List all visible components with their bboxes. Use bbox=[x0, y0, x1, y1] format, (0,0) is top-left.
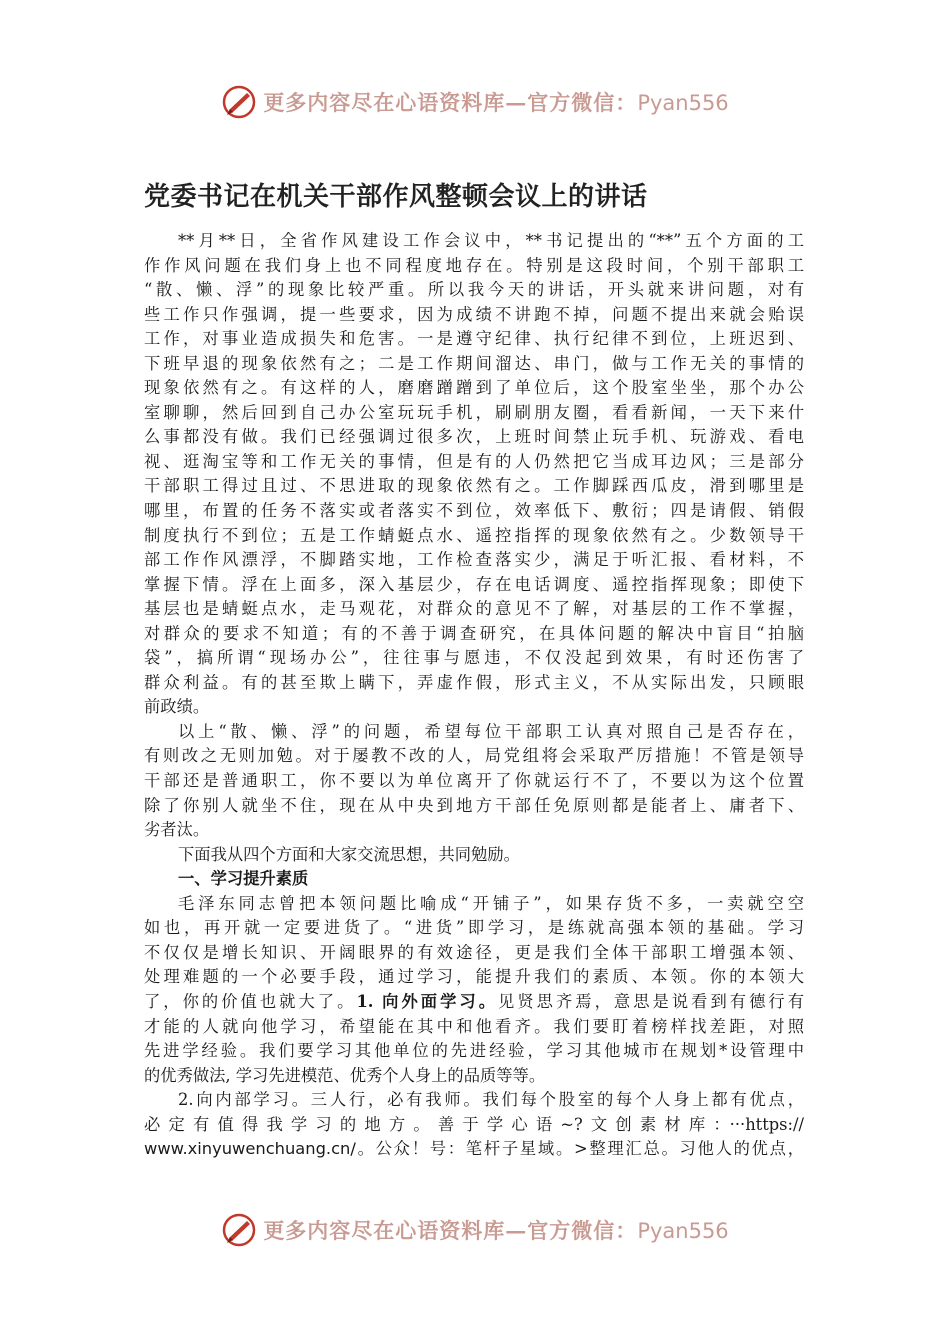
pen-logo-icon bbox=[221, 1212, 257, 1248]
text-segment: 了，你的价值也就大了。 bbox=[144, 991, 357, 1011]
text-line: 掌握下情。浮在上面多，深入基层少，存在电话调度、遥控指挥现象；即使下 bbox=[144, 574, 804, 594]
text-segment: 。公众！号：笔杆子星域。>整理汇总。习他人的优点， bbox=[355, 1139, 804, 1159]
text-line: 毛泽东同志曾把本领问题比喻成“开铺子”，如果存货不多，一卖就空空 bbox=[178, 893, 804, 913]
text-line: 才能的人就向他学习，希望能在其中和他看齐。我们要盯着榜样找差距，对照 bbox=[144, 1016, 804, 1036]
text-line: 先进学经验。我们要学习其他单位的先进经验，学习其他城市在规划*设管理中 bbox=[144, 1041, 804, 1061]
text-line: 干部还是普通职工，你不要以为单位离开了你就运行不了，不要以为这个位置 bbox=[144, 771, 804, 791]
text-line: **月**日，全省作风建设工作会议中，**书记提出的“**”五个方面的工 bbox=[178, 231, 804, 250]
wechat-id: Pyan556 bbox=[637, 1219, 729, 1243]
website-url: www.xinyuwenchuang.cn/ bbox=[144, 1139, 356, 1159]
text-segment: 见贤思齐焉，意思是说看到有德行有 bbox=[498, 991, 804, 1011]
text-line: 前政绩。 bbox=[144, 697, 210, 717]
text-line: 作作风问题在我们身上也不同程度地存在。特别是这段时间，个别干部职工 bbox=[144, 255, 804, 275]
text-line: 以上“散、懒、浮”的问题，希望每位干部职工认真对照自己是否存在， bbox=[178, 721, 804, 741]
subheading-inline: 1. 向外面学习。 bbox=[356, 991, 499, 1011]
text-line: 下面我从四个方面和大家交流思想，共同勉励。 bbox=[178, 844, 520, 864]
section-heading: 一、学习提升素质 bbox=[178, 869, 309, 889]
text-line: 么事都没有做。我们已经强调过很多次，上班时间禁止玩手机、玩游戏、看电 bbox=[144, 427, 804, 447]
banner-text: 更多内容尽在心语资料库—官方微信：Pyan556 bbox=[263, 1218, 729, 1243]
text-line: 基层也是蜻蜓点水，走马观花，对群众的意见不了解，对基层的工作不掌握， bbox=[144, 599, 804, 619]
text-line: 室聊聊，然后回到自己办公室玩玩手机，刷刷朋友圈，看看新闻，一天下来什 bbox=[144, 402, 804, 422]
text-line: 制度执行不到位；五是工作蜻蜓点水、遥控指挥的现象依然有之。少数领导干 bbox=[144, 525, 804, 545]
text-line: 如也，再开就一定要进货了。“进货”即学习，是练就高强本领的基础。学习 bbox=[144, 918, 804, 938]
text-line: 哪里，布置的任务不落实或者落实不到位，效率低下、敷衍；四是请假、销假 bbox=[144, 501, 804, 521]
footer-watermark-banner bbox=[0, 1208, 950, 1252]
text-line: 有则改之无则加勉。对于屡教不改的人，局党组将会采取严厉措施！不管是领导 bbox=[144, 746, 804, 766]
text-line: 除了你别人就坐不住，现在从中央到地方干部任免原则都是能者上、庸者下、 bbox=[144, 795, 804, 815]
text-line: 下班早退的现象依然有之；二是工作期间溜达、串门，做与工作无关的事情的 bbox=[144, 353, 804, 373]
text-line bbox=[144, 1137, 804, 1162]
header-watermark-banner bbox=[0, 80, 950, 124]
text-line: 的优秀做法, 学习先进模范、优秀个人身上的品质等等。 bbox=[144, 1065, 546, 1085]
text-line: 处理难题的一个必要手段，通过学习，能提升我们的素质、本领。你的本领大 bbox=[144, 967, 804, 987]
pen-logo-icon bbox=[221, 84, 257, 120]
text-line: 袋”，搞所谓“现场办公”，往往事与愿违，不仅没起到效果，有时还伤害了 bbox=[144, 648, 804, 668]
text-line: 不仅仅是增长知识、开阔眼界的有效途径，更是我们全体干部职工增强本领、 bbox=[144, 942, 804, 962]
text-line: 劣者汰。 bbox=[144, 820, 210, 840]
banner-text: 更多内容尽在心语资料库—官方微信：Pyan556 bbox=[263, 90, 729, 115]
text-line: 对群众的要求不知道；有的不善于调查研究，在具体问题的解决中盲目“拍脑 bbox=[144, 623, 804, 643]
text-line: 些工作只作强调，提一些要求，因为成绩不讲跑不掉，问题不提出来就会贻误 bbox=[144, 304, 804, 324]
text-line: 2.向内部学习。三人行，必有我师。我们每个股室的每个人身上都有优点， bbox=[178, 1090, 804, 1110]
text-line: 部工作作风漂浮，不脚踏实地，工作检查落实少，满足于听汇报、看材料，不 bbox=[144, 550, 804, 570]
document-title: 党委书记在机关干部作风整顿会议上的讲话 bbox=[144, 182, 648, 212]
wechat-id: Pyan556 bbox=[637, 91, 729, 115]
text-line: 视、逛淘宝等和工作无关的事情，但是有的人仍然把它当成耳边风；三是部分 bbox=[144, 451, 804, 471]
text-line: 现象依然有之。有这样的人，磨磨蹭蹭到了单位后，这个股室坐坐，那个办公 bbox=[144, 378, 804, 398]
text-line: “散、懒、浮”的现象比较严重。所以我今天的讲话，开头就来讲问题，对有 bbox=[144, 280, 804, 300]
text-line: 必定有值得我学习的地方。善于学心语~?文创素材库：···https:// bbox=[144, 1114, 804, 1134]
text-line bbox=[144, 990, 804, 1015]
text-line: 群众利益。有的甚至欺上瞒下，弄虚作假，形式主义，不从实际出发，只顾眼 bbox=[144, 672, 804, 692]
text-line: 工作，对事业造成损失和危害。一是遵守纪律、执行纪律不到位，上班迟到、 bbox=[144, 329, 804, 349]
document-body bbox=[144, 229, 804, 1162]
text-line: 干部职工得过且过、不思进取的现象依然有之。工作脚踩西瓜皮，滑到哪里是 bbox=[144, 476, 804, 496]
